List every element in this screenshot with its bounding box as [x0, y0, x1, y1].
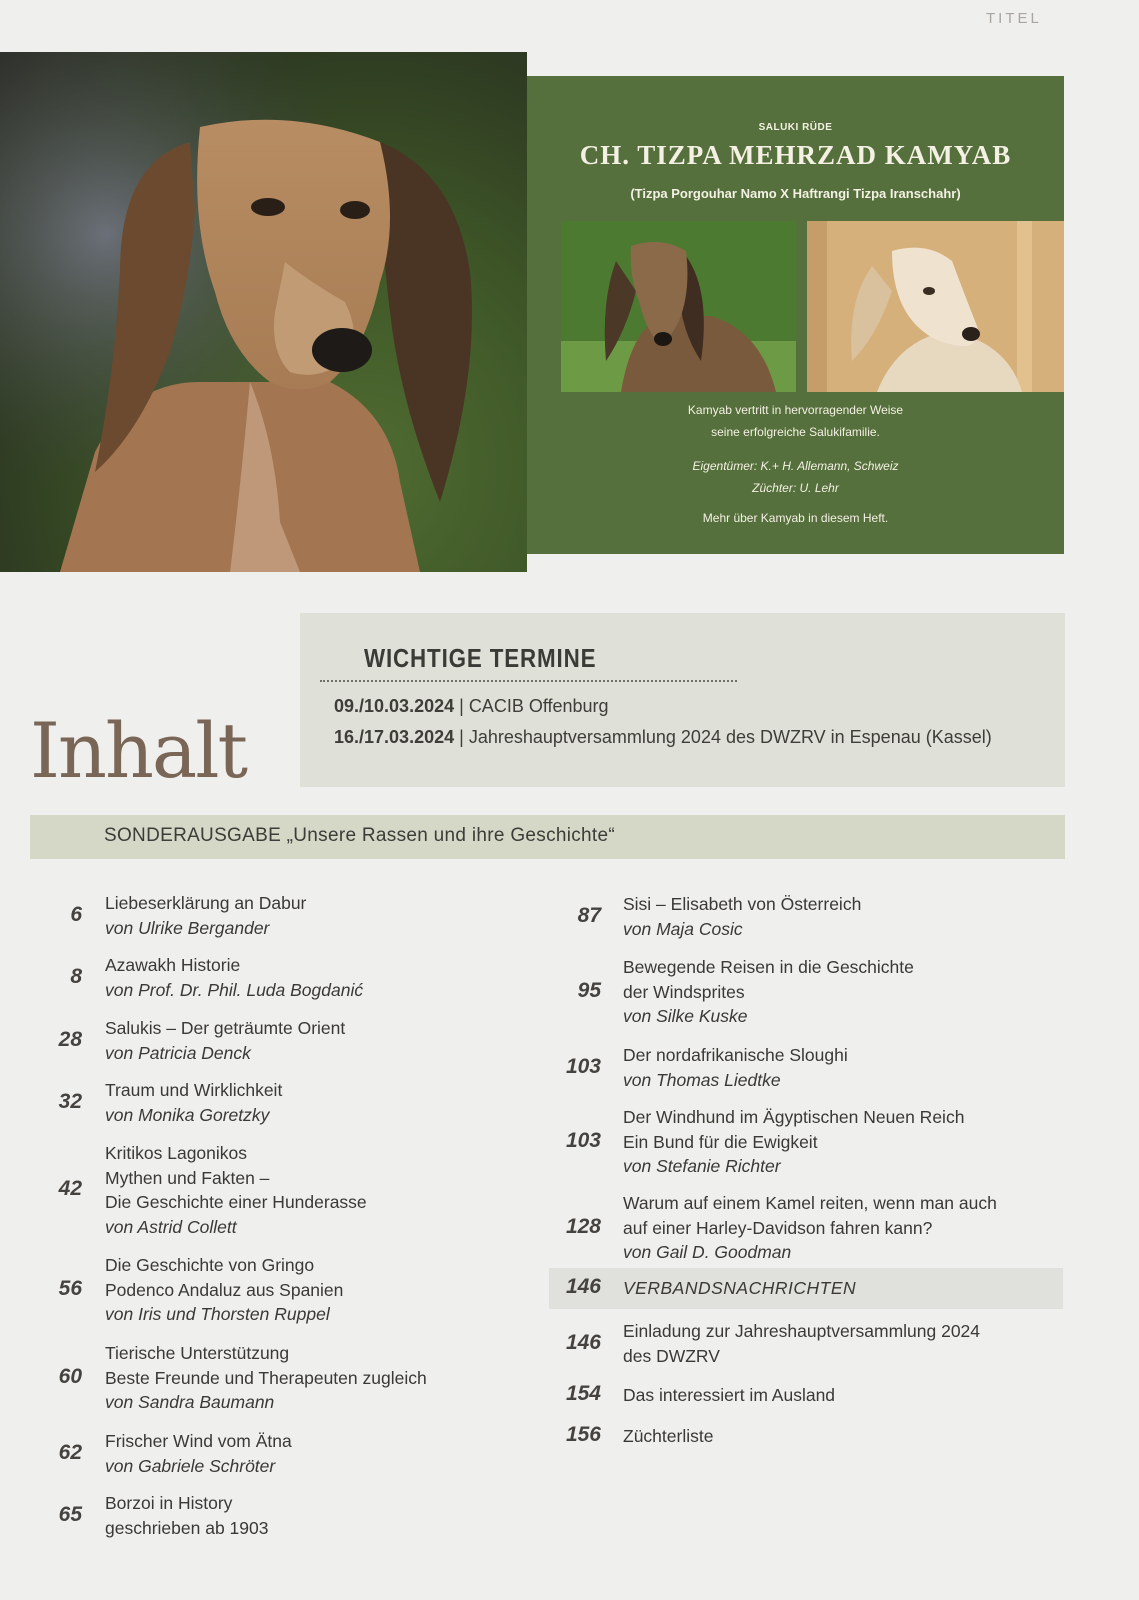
toc-entry-text — [105, 1491, 268, 1540]
toc-page-number: 60 — [58, 1364, 82, 1388]
toc-author: von Prof. Dr. Phil. Luda Bogdanić — [105, 979, 364, 1000]
toc-title-line: Einladung zur Jahreshauptversammlung 2024 — [623, 1321, 981, 1341]
toc-page-number: 103 — [565, 1128, 601, 1152]
toc-entry-text — [105, 891, 306, 940]
toc-page-number: 8 — [70, 964, 82, 988]
toc-page-number: 32 — [58, 1089, 82, 1113]
cover-dog-panel — [527, 76, 1064, 554]
toc-page-number: 154 — [565, 1382, 601, 1406]
toc-author: von Maja Cosic — [623, 918, 743, 939]
toc-title-line: Der nordafrikanische Sloughi — [623, 1045, 848, 1065]
toc-author: von Iris und Thorsten Ruppel — [105, 1304, 330, 1324]
toc-title-line: Traum und Wirklichkeit — [105, 1080, 283, 1100]
dog-photo-outdoor — [561, 221, 796, 392]
toc-author: von Monika Goretzky — [105, 1104, 270, 1125]
more-info-line: Mehr über Kamyab in diesem Heft. — [702, 511, 889, 525]
toc-title-line: Ein Bund für die Ewigkeit — [623, 1131, 818, 1152]
toc-page-number: 6 — [70, 902, 82, 926]
dog-name-title: CH. TIZPA MEHRZAD KAMYAB — [579, 140, 1012, 170]
toc-title-line: geschrieben ab 1903 — [105, 1517, 269, 1538]
toc-entry-text — [623, 1105, 964, 1179]
toc-page-number: 62 — [58, 1440, 82, 1464]
date-row: 09./10.03.2024 | CACIB Offenburg — [334, 696, 609, 716]
toc-entry-text — [105, 1078, 282, 1127]
toc-entry-text — [623, 1424, 713, 1449]
toc-entry-text — [105, 1429, 292, 1478]
breeder-line: Züchter: U. Lehr — [752, 481, 839, 495]
toc-title-line: Bewegende Reisen in die Geschichte — [623, 957, 914, 977]
date-row: 16./17.03.2024 | Jahreshauptversammlung 2024 des DWZRV in Espenau (Kassel) — [334, 727, 992, 747]
toc-title-line: Frischer Wind vom Ätna — [105, 1431, 292, 1451]
toc-title-line: VERBANDSNACHRICHTEN — [623, 1278, 857, 1298]
toc-author: von Silke Kuske — [623, 1006, 748, 1026]
toc-title-line: Podenco Andaluz aus Spanien — [105, 1279, 344, 1300]
toc-page-number: 87 — [577, 903, 601, 927]
toc-title-line: des DWZRV — [623, 1345, 720, 1366]
toc-page-number: 56 — [58, 1276, 82, 1300]
toc-title-line: Beste Freunde und Therapeuten zugleich — [105, 1367, 427, 1388]
toc-page-number: 156 — [565, 1423, 601, 1447]
toc-page-number: 146 — [565, 1275, 601, 1299]
toc-title-line: Die Geschichte einer Hunderasse — [105, 1192, 367, 1212]
toc-title-line: Das interessiert im Ausland — [623, 1385, 836, 1405]
description-line-1: Kamyab vertritt in hervorragender Weise — [687, 403, 904, 417]
running-head: TITEL — [986, 10, 1042, 27]
date-event: Jahreshauptversammlung 2024 des DWZRV in Espenau (Kassel) — [468, 727, 992, 747]
toc-title-line: Sisi – Elisabeth von Österreich — [623, 894, 862, 914]
date-event: CACIB Offenburg — [468, 696, 609, 716]
toc-page-number: 28 — [58, 1027, 82, 1051]
toc-entry-text — [623, 955, 914, 1029]
toc-entry-text — [105, 953, 363, 1002]
toc-title-line: Tierische Unterstützung — [105, 1343, 290, 1363]
dotted-divider — [320, 680, 737, 682]
dog-photo-indoor — [807, 221, 1064, 392]
toc-entry-text — [623, 892, 861, 941]
toc-entry-text — [623, 1383, 835, 1408]
important-dates-box — [300, 613, 1065, 787]
toc-title-line: Borzoi in History — [105, 1493, 233, 1513]
toc-author: von Thomas Liedtke — [623, 1069, 781, 1090]
toc-title-line: Mythen und Fakten – — [105, 1167, 270, 1188]
saluki-portrait-photo — [0, 52, 527, 572]
contents-heading: Inhalt — [30, 706, 247, 795]
toc-author: von Patricia Denck — [105, 1042, 251, 1063]
toc-entry-text — [623, 1043, 848, 1092]
toc-page-number: 42 — [58, 1177, 82, 1200]
toc-entry-text — [105, 1341, 427, 1415]
toc-page-number: 95 — [577, 978, 601, 1002]
toc-title-line: Azawakh Historie — [105, 955, 241, 975]
important-dates-title: WICHTIGE TERMINE — [364, 643, 597, 673]
toc-entry-text — [623, 1276, 856, 1301]
toc-author: von Gail D. Goodman — [623, 1242, 792, 1262]
breed-kicker: SALUKI RÜDE — [758, 122, 833, 133]
toc-title-line: der Windsprites — [623, 981, 745, 1002]
toc-page-number: 146 — [565, 1330, 601, 1354]
toc-title-line: Kritikos Lagonikos — [105, 1143, 248, 1163]
saluki-portrait-illustration — [0, 52, 527, 572]
toc-title-line: Liebeserklärung an Dabur — [105, 893, 307, 913]
description-line-2: seine erfolgreiche Salukifamilie. — [711, 425, 880, 439]
toc-title-line: auf einer Harley-Davidson fahren kann? — [623, 1217, 933, 1238]
date-value: 16./17.03.2024 — [334, 727, 455, 747]
special-edition-label: SONDERAUSGABE „Unsere Rassen und ihre Geschichte“ — [104, 825, 616, 846]
special-edition-bar — [30, 815, 1065, 859]
toc-title-line: Der Windhund im Ägyptischen Neuen Reich — [623, 1107, 965, 1127]
toc-entry-text — [105, 1141, 367, 1239]
toc-author: von Sandra Baumann — [105, 1392, 275, 1412]
toc-author: von Stefanie Richter — [623, 1156, 781, 1176]
toc-entry-text — [105, 1016, 345, 1065]
toc-title-line: Warum auf einem Kamel reiten, wenn man auch — [623, 1193, 997, 1213]
pedigree-line: (Tizpa Porgouhar Namo X Haftrangi Tizpa Iranschahr) — [630, 186, 961, 201]
toc-page-number: 65 — [58, 1502, 82, 1526]
toc-title-line: Züchterliste — [623, 1426, 714, 1446]
toc-author: von Astrid Collett — [105, 1216, 237, 1237]
toc-page-number: 103 — [565, 1054, 601, 1078]
date-value: 09./10.03.2024 — [334, 696, 455, 716]
toc-author: von Gabriele Schröter — [105, 1455, 276, 1476]
toc-title-line: Die Geschichte von Gringo — [105, 1255, 315, 1275]
toc-author: von Ulrike Bergander — [105, 917, 270, 938]
toc-page-number: 128 — [565, 1214, 601, 1238]
owner-line: Eigentümer: K.+ H. Allemann, Schweiz — [692, 459, 899, 473]
toc-title-line: Salukis – Der geträumte Orient — [105, 1018, 346, 1038]
toc-entry-text — [623, 1191, 997, 1265]
toc-entry-text — [105, 1253, 343, 1327]
toc-entry-text — [623, 1319, 980, 1368]
